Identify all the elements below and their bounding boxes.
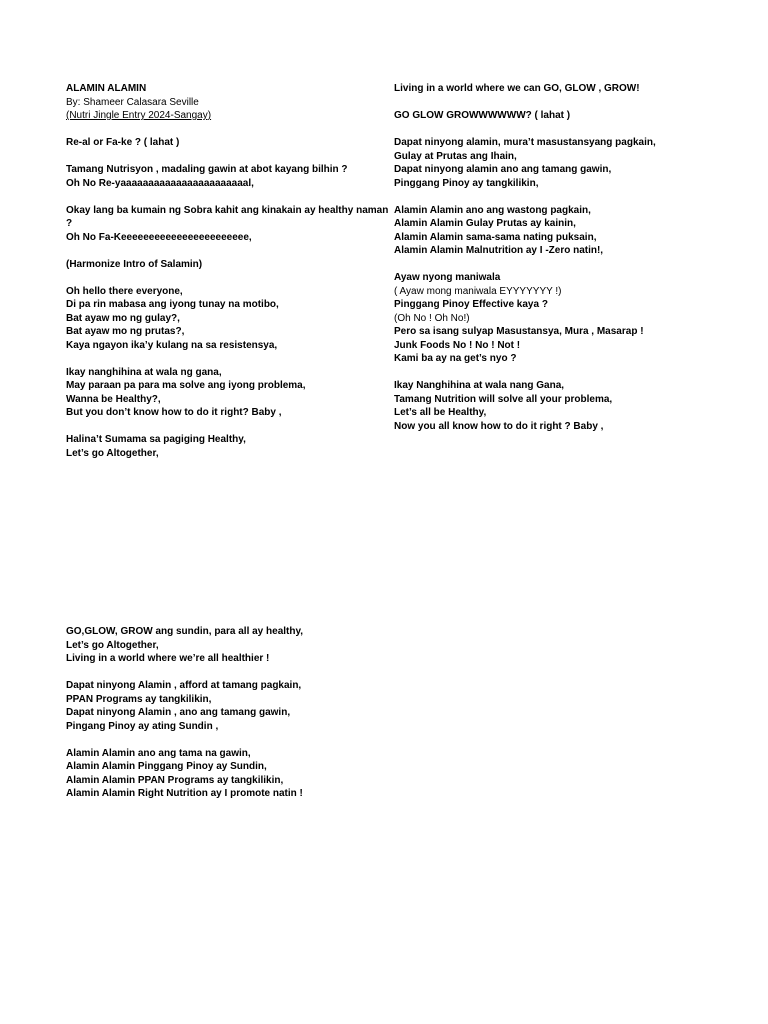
blank-line: [66, 150, 386, 164]
blank-line: [394, 123, 714, 137]
lyric-line: ( Ayaw mong maniwala EYYYYYYY !): [394, 285, 562, 297]
lyric-line: Alamin Alamin Pinggang Pinoy ay Sundin,: [66, 761, 267, 772]
lyric-line: Wanna be Healthy?,: [66, 393, 161, 405]
blank-line: [394, 258, 714, 272]
lyric-line: (Oh No ! Oh No!): [394, 312, 470, 324]
lyric-line: Let’s go Altogether,: [66, 447, 159, 459]
lyric-line: (Nutri Jingle Entry 2024-Sangay): [66, 110, 212, 121]
lyric-line: Pingang Pinoy ay ating Sundin ,: [66, 720, 219, 732]
lyric-line: ?: [66, 218, 73, 229]
lyric-line: Pinggang Pinoy Effective kaya ?: [394, 299, 548, 310]
lyric-line: Oh No Re-yaaaaaaaaaaaaaaaaaaaaaaal,: [66, 177, 254, 189]
blank-line: [66, 420, 386, 434]
lyric-line: Ikay Nanghihina at wala nang Gana,: [394, 380, 565, 391]
lyric-line: Alamin Alamin Malnutrition ay I -Zero natin!,: [394, 245, 604, 256]
lyric-line: Okay lang ba kumain ng Sobra kahit ang kinakain ay healthy naman: [66, 204, 389, 216]
lyric-line: Gulay at Prutas ang Ihain,: [394, 150, 517, 162]
lyric-line: Living in a world where we can GO, GLOW , GROW!: [394, 83, 640, 94]
lyric-line: Dapat ninyong Alamin , afford at tamang pagkain,: [66, 680, 302, 691]
blank-line: [66, 666, 386, 680]
lyric-line: Ayaw nyong maniwala: [394, 272, 501, 283]
blank-line: [66, 190, 386, 204]
blank-line: [66, 271, 386, 285]
blank-line: [394, 366, 714, 380]
lyric-line: Dapat ninyong Alamin , ano ang tamang gawin,: [66, 707, 291, 718]
lyric-line: Ikay nanghihina at wala ng gana,: [66, 366, 222, 378]
lyric-line: By: Shameer Calasara Seville: [66, 96, 199, 108]
lyric-line: But you don’t know how to do it right? Baby ,: [66, 407, 282, 418]
lyrics-column-bottom: [66, 625, 386, 801]
lyric-line: Bat ayaw mo ng prutas?,: [66, 326, 185, 337]
lyric-line: PPAN Programs ay tangkilikin,: [66, 693, 212, 705]
lyric-line: Re-al or Fa-ke ? ( lahat ): [66, 137, 180, 148]
lyric-line: Alamin Alamin Right Nutrition ay I promote natin !: [66, 788, 303, 799]
blank-line: [66, 123, 386, 137]
lyrics-column-right: [394, 82, 714, 433]
lyric-line: Tamang Nutrition will solve all your problema,: [394, 393, 613, 405]
lyric-line: Bat ayaw mo ng gulay?,: [66, 312, 180, 324]
lyric-line: Pinggang Pinoy ay tangkilikin,: [394, 177, 539, 189]
lyric-line: Dapat ninyong alamin ano ang tamang gawin,: [394, 164, 612, 175]
lyric-line: ALAMIN ALAMIN: [66, 83, 147, 94]
lyric-line: Dapat ninyong alamin, mura’t masustansyang pagkain,: [394, 137, 656, 148]
lyric-line: Oh No Fa-Keeeeeeeeeeeeeeeeeeeeeee,: [66, 231, 252, 243]
lyric-line: Alamin Alamin ano ang tama na gawin,: [66, 747, 251, 759]
lyric-line: Oh hello there everyone,: [66, 285, 183, 297]
lyric-line: May paraan pa para ma solve ang iyong problema,: [66, 380, 306, 391]
lyric-line: Pero sa isang sulyap Masustansya, Mura , Masarap !: [394, 326, 644, 337]
lyric-line: Kaya ngayon ika’y kulang na sa resistensya,: [66, 339, 278, 351]
lyric-line: Alamin Alamin ano ang wastong pagkain,: [394, 204, 591, 216]
blank-line: [66, 733, 386, 747]
lyric-line: Kami ba ay na get’s nyo ?: [394, 353, 517, 364]
blank-line: [394, 96, 714, 110]
lyric-line: Let’s all be Healthy,: [394, 407, 487, 418]
lyric-line: Tamang Nutrisyon , madaling gawin at abot kayang bilhin ?: [66, 164, 348, 175]
lyric-line: Di pa rin mabasa ang iyong tunay na motibo,: [66, 299, 279, 310]
blank-line: [66, 352, 386, 366]
lyric-line: Living in a world where we’re all healthier !: [66, 653, 270, 664]
lyric-line: Alamin Alamin sama-sama nating puksain,: [394, 231, 597, 243]
lyrics-column-left: [66, 82, 389, 460]
lyric-line: Alamin Alamin PPAN Programs ay tangkilikin,: [66, 774, 284, 786]
lyric-line: (Harmonize Intro of Salamin): [66, 258, 203, 270]
lyric-line: GO GLOW GROWWWWWW? ( lahat ): [394, 110, 571, 121]
lyric-line: Halina’t Sumama sa pagiging Healthy,: [66, 434, 246, 445]
lyric-line: Now you all know how to do it right ? Baby ,: [394, 420, 604, 432]
blank-line: [66, 244, 386, 258]
lyric-line: Junk Foods No ! No ! Not !: [394, 339, 521, 351]
lyric-line: GO,GLOW, GROW ang sundin, para all ay healthy,: [66, 626, 304, 637]
lyric-line: Alamin Alamin Gulay Prutas ay kainin,: [394, 218, 576, 229]
lyric-line: Let’s go Altogether,: [66, 639, 159, 651]
blank-line: [394, 190, 714, 204]
